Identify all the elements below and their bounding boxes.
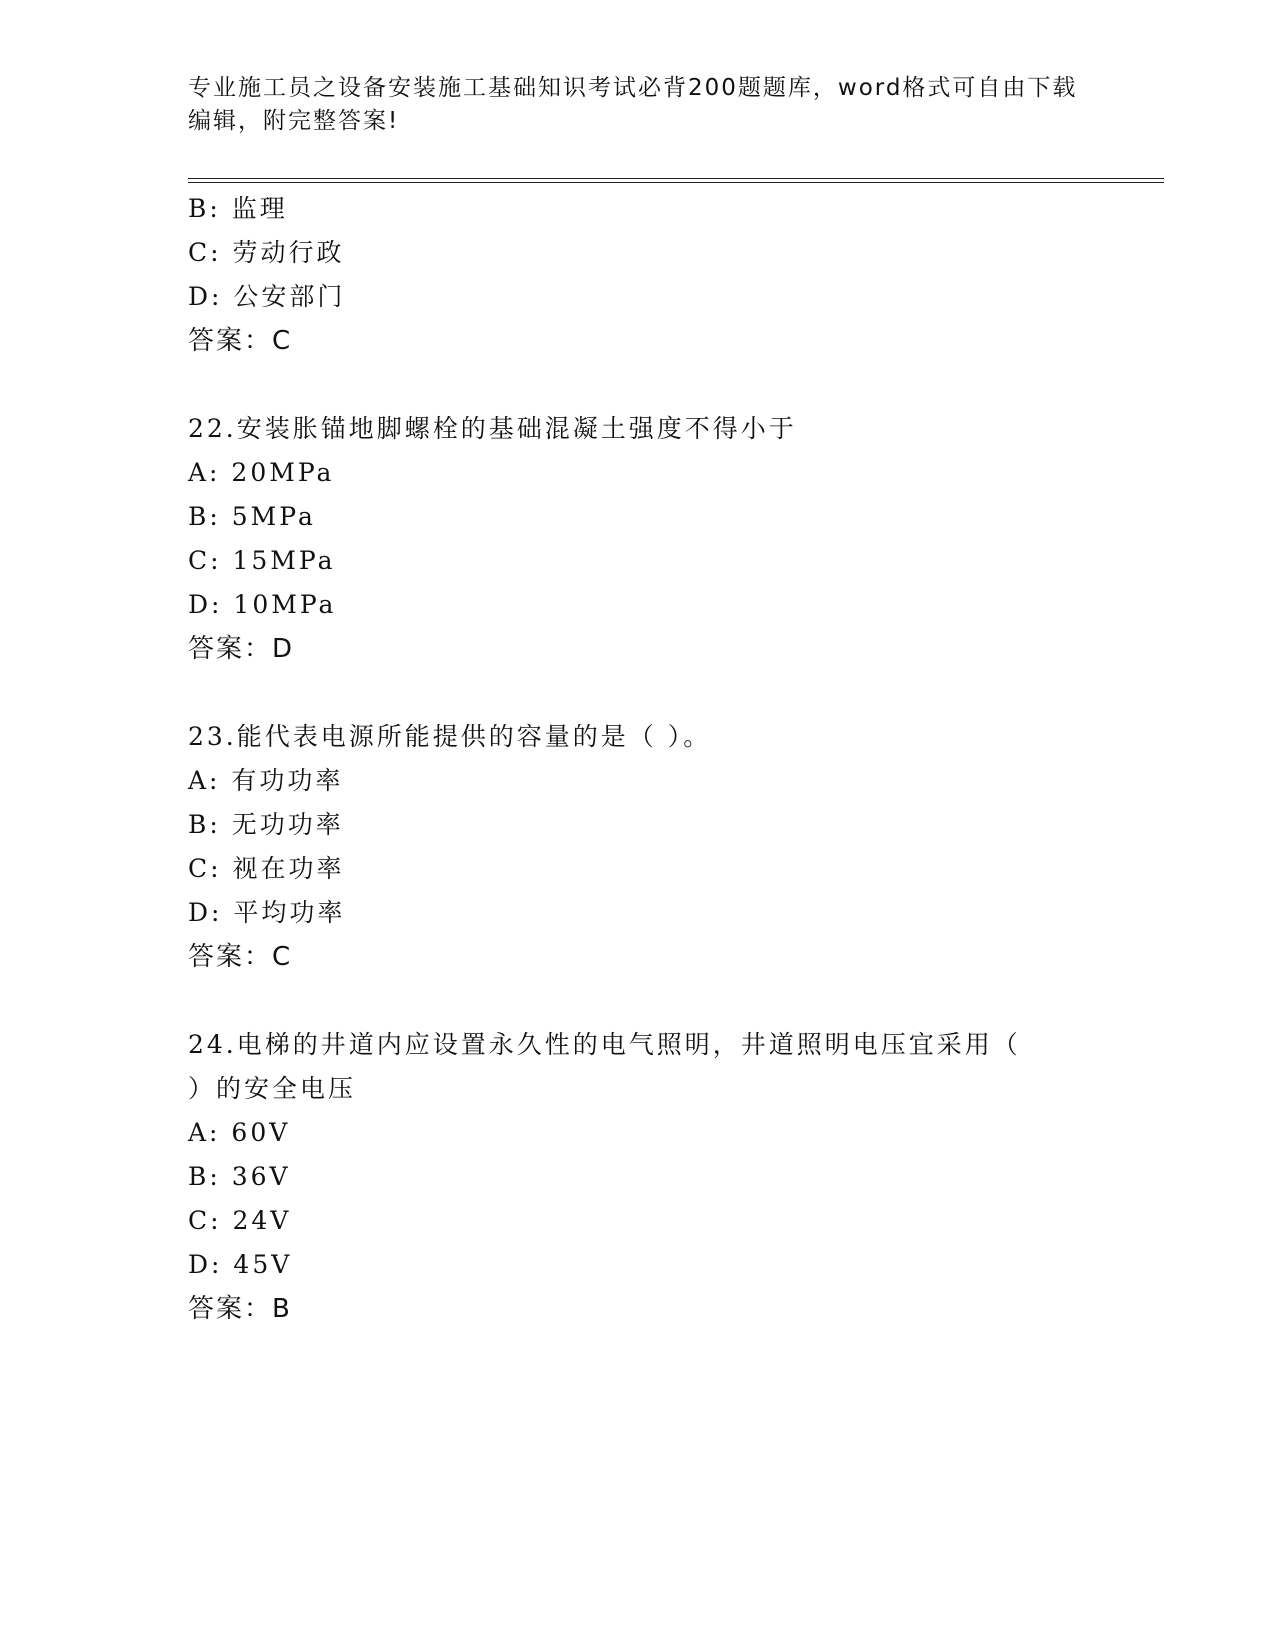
header-line-1: 专业施工员之设备安装施工基础知识考试必背200题题库，word格式可自由下载: [188, 75, 1078, 101]
q21-option-d: D: 公安部门: [188, 282, 346, 311]
q22-option-a: A: 20MPa: [188, 458, 335, 487]
q22-option-b: B: 5MPa: [188, 502, 316, 531]
q23-question: 23.能代表电源所能提供的容量的是（ ）。: [188, 722, 712, 751]
q24-option-c: C: 24V: [188, 1206, 292, 1235]
q22-question: 22.安装胀锚地脚螺栓的基础混凝土强度不得小于: [188, 414, 797, 443]
document-header: [188, 72, 1088, 138]
q23-option-b: B: 无功功率: [188, 810, 344, 839]
q24-question-line-1: 24.电梯的井道内应设置永久性的电气照明，井道照明电压宜采用（: [188, 1030, 1021, 1059]
q23-answer: 答案：C: [188, 942, 293, 972]
q22-option-d: D: 10MPa: [188, 590, 337, 619]
q21-option-c: C: 劳动行政: [188, 238, 345, 267]
q22-answer: 答案：D: [188, 634, 295, 664]
header-line-2: 编辑，附完整答案!: [188, 108, 400, 134]
header-divider: [188, 178, 1164, 183]
q23-option-a: A: 有功功率: [188, 766, 344, 795]
q24-question-line-2: ）的安全电压: [188, 1074, 357, 1103]
q24-answer: 答案：B: [188, 1294, 292, 1324]
q22-option-c: C: 15MPa: [188, 546, 336, 575]
q23-option-c: C: 视在功率: [188, 854, 345, 883]
q24-option-a: A: 60V: [188, 1118, 291, 1147]
q23-option-d: D: 平均功率: [188, 898, 346, 927]
q24-option-b: B: 36V: [188, 1162, 291, 1191]
q21-answer: 答案：C: [188, 326, 293, 356]
q24-option-d: D: 45V: [188, 1250, 293, 1279]
q21-option-b: B: 监理: [188, 194, 288, 223]
